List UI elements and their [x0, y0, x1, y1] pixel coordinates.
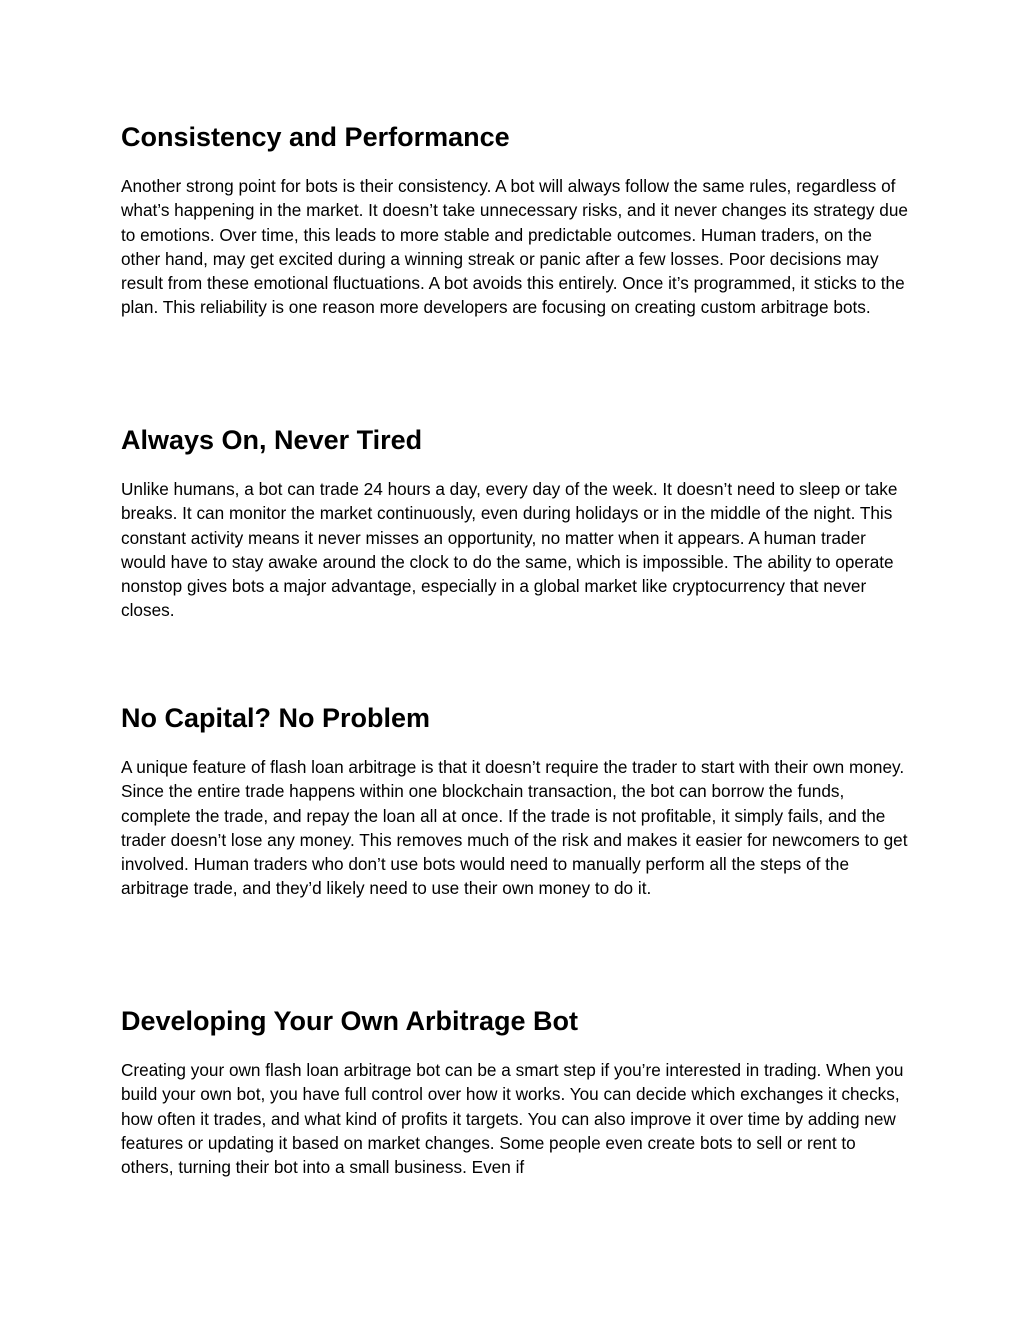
section-no-capital-no-problem — [121, 701, 911, 901]
section-paragraph: Creating your own flash loan arbitrage bot can be a smart step if you’re interested in trading. When you build your own bot, you have full control over how it works. You can decide which exchanges it checks, how often it trades, and what kind of profits it targets. You can also improve it over time by adding new features or updating it based on market changes. Some people even create bots to sell or rent to others, turning their bot into a small business. Even if — [121, 1060, 904, 1178]
section-heading: Developing Your Own Arbitrage Bot — [121, 1006, 579, 1036]
section-paragraph: Unlike humans, a bot can trade 24 hours a day, every day of the week. It doesn’t need to sleep or take breaks. It can monitor the market continuously, even during holidays or in the middle of the night. This constant activity means it never misses an opportunity, no matter when it appears. A human trader would have to stay awake around the clock to do the same, which is impossible. The ability to operate nonstop gives bots a major advantage, especially in a global market like cryptocurrency that never closes. — [121, 479, 898, 621]
section-consistency-and-performance — [121, 120, 911, 320]
section-developing-your-own-arbitrage-bot — [121, 1004, 911, 1179]
section-heading: No Capital? No Problem — [121, 703, 431, 733]
section-always-on-never-tired — [121, 423, 911, 623]
section-heading: Always On, Never Tired — [121, 425, 423, 455]
section-paragraph: A unique feature of flash loan arbitrage is that it doesn’t require the trader to start with their own money. Since the entire trade happens within one blockchain transaction, the bot can borrow the funds, complete the trade, and repay the loan all at once. If the trade is not profitable, it simply fails, and the trader doesn’t lose any money. This removes much of the risk and makes it easier for newcomers to get involved. Human traders who don’t use bots would need to manually perform all the steps of the arbitrage trade, and they’d likely need to use their own money to do it. — [121, 757, 908, 899]
section-paragraph: Another strong point for bots is their consistency. A bot will always follow the same rules, regardless of what’s happening in the market. It doesn’t take unnecessary risks, and it never changes its strategy due to emotions. Over time, this leads to more stable and predictable outcomes. Human traders, on the other hand, may get excited during a winning streak or panic after a few losses. Poor decisions may result from these emotional fluctuations. A bot avoids this entirely. Once it’s programmed, it sticks to the plan. This reliability is one reason more developers are focusing on creating custom arbitrage bots. — [121, 176, 908, 318]
section-heading: Consistency and Performance — [121, 122, 510, 152]
